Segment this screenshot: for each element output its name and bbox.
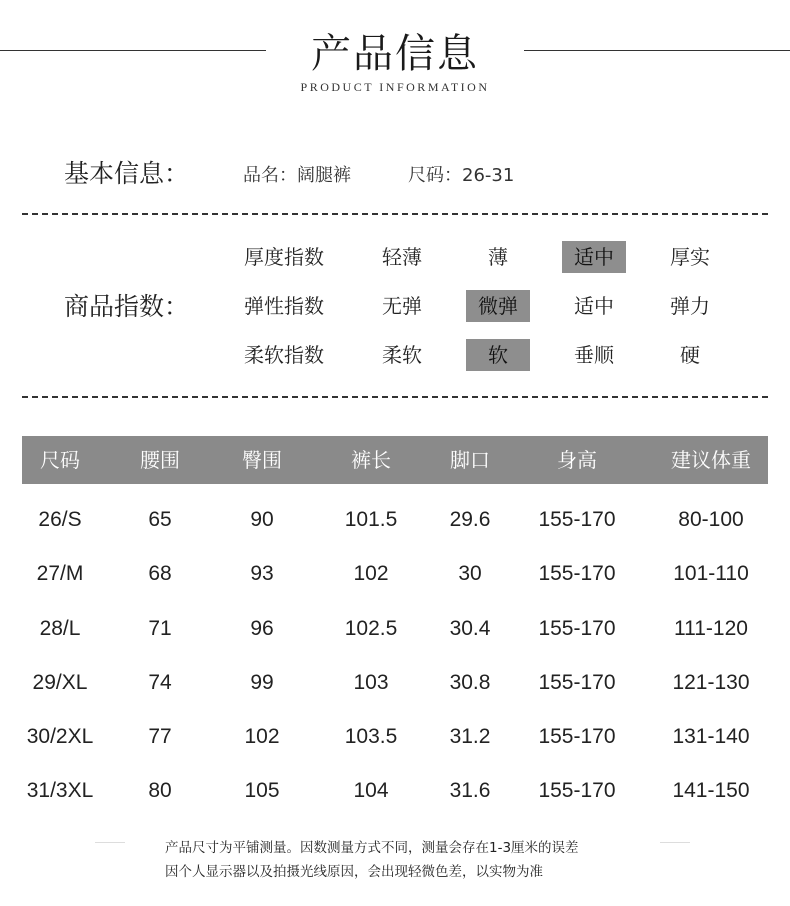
size-table-header bbox=[22, 436, 768, 484]
indices-label: 商品指数： bbox=[64, 292, 190, 321]
footnote-rule-left bbox=[95, 842, 125, 843]
index-option: 无弹 bbox=[382, 294, 422, 318]
cell-weight: 131-140 bbox=[672, 725, 750, 748]
cell-height: 155-170 bbox=[538, 725, 616, 748]
column-header-weight: 建议体重 bbox=[671, 448, 751, 472]
index-option: 硬 bbox=[680, 343, 700, 367]
cell-hem: 30.8 bbox=[449, 671, 491, 694]
cell-size: 30/2XL bbox=[26, 725, 94, 748]
cell-height: 155-170 bbox=[538, 562, 616, 585]
cell-weight: 111-120 bbox=[674, 617, 748, 640]
cell-hip: 96 bbox=[250, 617, 274, 640]
cell-weight: 141-150 bbox=[672, 779, 750, 802]
cell-hip: 102 bbox=[244, 725, 280, 748]
cell-size: 26/S bbox=[38, 508, 82, 531]
index-name: 厚度指数 bbox=[244, 245, 324, 269]
footnote-line-2: 因个人显示器以及拍摄光线原因，会出现轻微色差，以实物为准 bbox=[165, 864, 543, 880]
footnote-rule-right bbox=[660, 842, 690, 843]
index-option: 软 bbox=[466, 339, 530, 371]
cell-length: 103.5 bbox=[344, 725, 398, 748]
cell-length: 103 bbox=[353, 671, 389, 694]
column-header-hip: 臀围 bbox=[242, 448, 282, 472]
divider-bottom bbox=[22, 396, 768, 398]
column-header-length: 裤长 bbox=[351, 448, 391, 472]
cell-weight: 80-100 bbox=[678, 508, 744, 531]
column-header-height: 身高 bbox=[557, 448, 597, 472]
cell-hem: 31.6 bbox=[449, 779, 491, 802]
cell-weight: 121-130 bbox=[672, 671, 750, 694]
cell-waist: 74 bbox=[148, 671, 172, 694]
cell-size: 28/L bbox=[39, 617, 81, 640]
cell-waist: 65 bbox=[148, 508, 172, 531]
cell-size: 31/3XL bbox=[26, 779, 94, 802]
index-option: 薄 bbox=[488, 245, 508, 269]
column-header-waist: 腰围 bbox=[140, 448, 180, 472]
cell-hip: 90 bbox=[250, 508, 274, 531]
product-name: 品名：阔腿裤 bbox=[243, 165, 351, 186]
cell-waist: 77 bbox=[148, 725, 172, 748]
cell-hem: 30 bbox=[458, 562, 482, 585]
cell-height: 155-170 bbox=[538, 617, 616, 640]
cell-hem: 31.2 bbox=[449, 725, 491, 748]
cell-height: 155-170 bbox=[538, 508, 616, 531]
column-header-size: 尺码 bbox=[40, 448, 80, 472]
cell-waist: 68 bbox=[148, 562, 172, 585]
cell-hem: 29.6 bbox=[449, 508, 491, 531]
cell-size: 29/XL bbox=[32, 671, 88, 694]
column-header-hem: 脚口 bbox=[450, 448, 490, 472]
basic-info-label: 基本信息： bbox=[64, 159, 190, 188]
cell-waist: 80 bbox=[148, 779, 172, 802]
index-option: 轻薄 bbox=[382, 245, 422, 269]
cell-length: 102.5 bbox=[344, 617, 398, 640]
index-option: 厚实 bbox=[670, 245, 710, 269]
size-range: 尺码：26-31 bbox=[408, 165, 515, 186]
index-option: 适中 bbox=[574, 294, 614, 318]
index-name: 弹性指数 bbox=[244, 294, 324, 318]
index-option: 柔软 bbox=[382, 343, 422, 367]
cell-waist: 71 bbox=[148, 617, 172, 640]
index-name: 柔软指数 bbox=[244, 343, 324, 367]
page-title: 产品信息 bbox=[311, 31, 479, 77]
cell-hip: 105 bbox=[244, 779, 280, 802]
cell-length: 102 bbox=[353, 562, 389, 585]
index-option: 适中 bbox=[562, 241, 626, 273]
cell-hip: 99 bbox=[250, 671, 274, 694]
cell-size: 27/M bbox=[36, 562, 84, 585]
cell-weight: 101-110 bbox=[673, 562, 749, 585]
index-option: 微弹 bbox=[466, 290, 530, 322]
index-option: 弹力 bbox=[670, 294, 710, 318]
cell-height: 155-170 bbox=[538, 671, 616, 694]
cell-height: 155-170 bbox=[538, 779, 616, 802]
footnote-line-1: 产品尺寸为平铺测量。因数测量方式不同，测量会存在1-3厘米的误差 bbox=[165, 840, 579, 856]
cell-length: 104 bbox=[353, 779, 389, 802]
divider-top bbox=[22, 213, 768, 215]
cell-hip: 93 bbox=[250, 562, 274, 585]
page-subtitle: PRODUCT INFORMATION bbox=[300, 80, 490, 94]
cell-hem: 30.4 bbox=[449, 617, 491, 640]
cell-length: 101.5 bbox=[344, 508, 398, 531]
index-option: 垂顺 bbox=[574, 343, 614, 367]
